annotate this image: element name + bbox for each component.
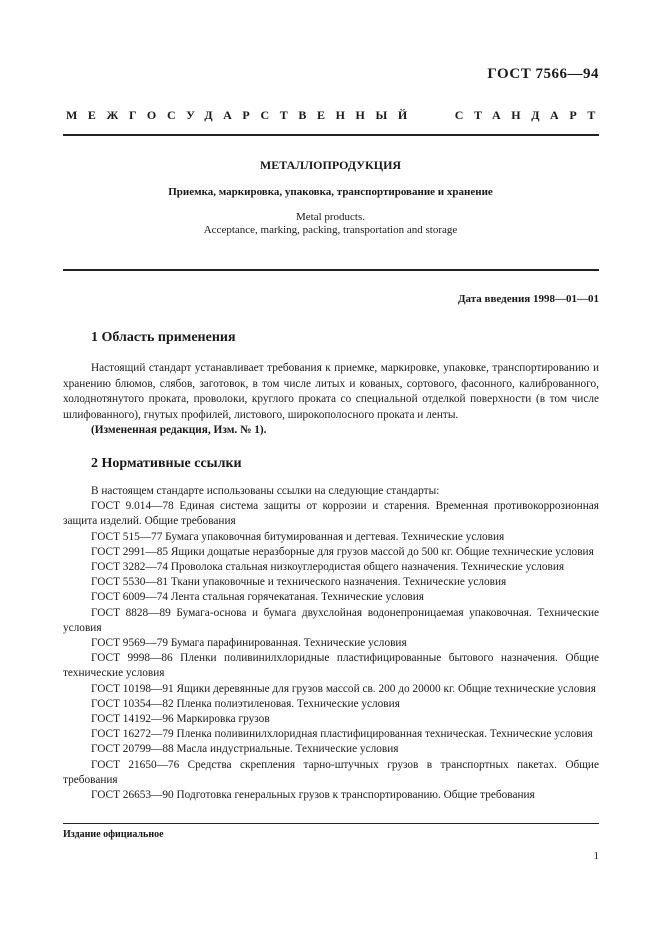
reference-item: ГОСТ 10354—82 Пленка полиэтиленовая. Технические условия <box>91 697 400 710</box>
reference-item: ГОСТ 20799—88 Масла индустриальные. Технические условия <box>91 743 399 756</box>
footer-divider <box>63 823 599 824</box>
title-divider <box>63 269 599 271</box>
header-interstate: МЕЖГОСУДАРСТВЕННЫЙ <box>66 108 418 122</box>
amendment-note: (Измененная редакция, Изм. № 1). <box>91 424 267 437</box>
reference-item: ГОСТ 26653—90 Подготовка генеральных грузов к транспортированию. Общие требования <box>91 789 535 802</box>
reference-item: ГОСТ 515—77 Бумага упаковочная битумированная и дегтевая. Технические условия <box>91 530 505 543</box>
introduction-date: Дата введения 1998—01—01 <box>457 293 599 305</box>
reference-item: ГОСТ 8828—89 Бумага-основа и бумага двухслойная водонепроницаемая упаковочная. Технические условия <box>63 606 599 634</box>
document-title: МЕТАЛЛОПРОДУКЦИЯ <box>259 158 402 172</box>
section-1-text: Настоящий стандарт устанавливает требования к приемке, маркировке, упаковке, транспортированию и хранению блюмов, слябов, заготовок, в том числе литых и кованых, сортового, фасонного, калиброванного, холоднотянутого проката, проволоки, круглого проката со специальной отделкой поверхности (в том числе шлифованного), гнутых профилей, листового, широкополосного проката и ленты. <box>63 362 599 421</box>
reference-item: ГОСТ 3282—74 Проволока стальная низкоуглеродистая общего назначения. Технические условия <box>91 561 565 574</box>
reference-item: ГОСТ 5530—81 Ткани упаковочные и технического назначения. Технические условия <box>91 576 507 589</box>
document-code: ГОСТ 7566—94 <box>487 66 599 82</box>
reference-item: ГОСТ 2991—85 Ящики дощатые неразборные для грузов массой до 500 кг. Общие технические условия <box>91 545 594 558</box>
english-subtitle: Acceptance, marking, packing, transportation and storage <box>203 224 458 236</box>
reference-item: ГОСТ 9569—79 Бумага парафинированная. Технические условия <box>91 637 407 650</box>
header-standard: СТАНДАРТ <box>454 108 606 122</box>
english-title: Metal products. <box>295 211 366 223</box>
section-1-heading: 1 Область применения <box>91 330 236 345</box>
reference-item: ГОСТ 21650—76 Средства скрепления тарно-штучных грузов в транспортных пакетах. Общие требования <box>63 758 599 786</box>
document-subtitle: Приемка, маркировка, упаковка, транспортирование и хранение <box>168 186 493 198</box>
reference-item: ГОСТ 10198—91 Ящики деревянные для грузов массой св. 200 до 20000 кг. Общие технические условия <box>91 682 596 695</box>
section-2-heading: 2 Нормативные ссылки <box>91 456 242 471</box>
reference-item: ГОСТ 9.014—78 Единая система защиты от коррозии и старения. Временная противокоррозионная защита изделий. Общие требования <box>63 500 599 528</box>
references-list <box>63 484 599 803</box>
reference-item: ГОСТ 16272—79 Пленка поливинилхлоридная пластифицированная техническая. Технические условия <box>91 728 593 741</box>
page-number: 1 <box>593 850 599 862</box>
reference-item: ГОСТ 9998—86 Пленки поливинилхлоридные пластифицированные бытового назначения. Общие технические условия <box>63 652 599 680</box>
reference-item: ГОСТ 14192—96 Маркировка грузов <box>91 713 270 726</box>
references-lead: В настоящем стандарте использованы ссылки на следующие стандарты: <box>91 485 440 497</box>
edition-note: Издание официальное <box>63 829 164 840</box>
header-divider <box>63 134 599 136</box>
section-1-body <box>63 361 599 439</box>
reference-item: ГОСТ 6009—74 Лента стальная горячекатаная. Технические условия <box>91 591 424 604</box>
